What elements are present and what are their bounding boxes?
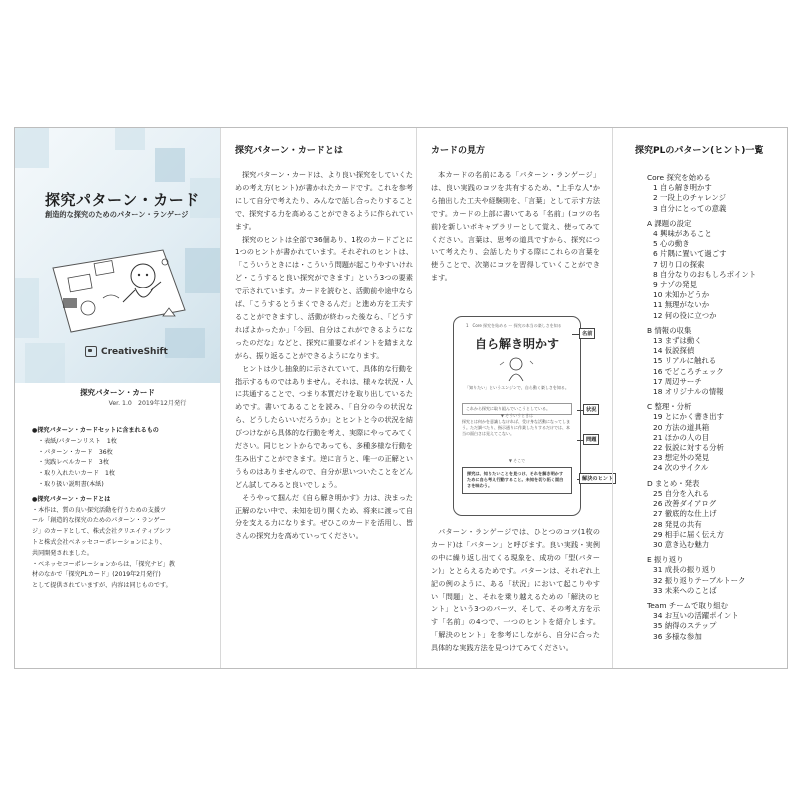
about-line: トと株式会社ベネッセコーポレーションにより、 xyxy=(32,538,166,546)
set-item: ・表紙/パターンリスト 1枚 xyxy=(38,437,117,445)
publication-version: Ver. 1.0 2019年12月発行 xyxy=(108,400,187,407)
pattern-item: 24 次のサイクル xyxy=(653,463,709,473)
brand-logo xyxy=(85,346,168,357)
pattern-item: 10 未知かどうか xyxy=(653,290,710,300)
cover-panel xyxy=(15,128,220,383)
about-paragraph: 探究パターン・カードは、より良い探究をしていくための考え方(ヒント)が書かれたカードです。これを参考にして自分で考えたり、みんなで話し合ったりすることで、探究する力を高めることができるように作られています。 xyxy=(235,170,413,231)
pattern-item: 22 仮説に対する分析 xyxy=(653,443,724,453)
set-item: ・実践レベルカード 3枚 xyxy=(38,459,109,467)
pattern-item: 19 とにかく書き出す xyxy=(653,412,724,422)
pattern-item: 8 自分なりのおもしろポイント xyxy=(653,269,757,279)
label-problem: 問題 xyxy=(583,434,599,445)
about-line: 材のなかで「探究PLカード」(2019年2月発行) xyxy=(32,571,161,579)
how-to-read-column xyxy=(416,128,613,668)
pattern-item: 30 意き込む魅力 xyxy=(653,539,710,549)
pattern-item: 26 改善ダイアログ xyxy=(653,499,717,509)
pattern-item: 35 納得のステップ xyxy=(653,621,717,631)
pattern-item: 18 オリジナルの情報 xyxy=(653,387,724,397)
group-heading: A 課題の設定 xyxy=(647,218,692,228)
about-line: として提供されていますが、内容は同じものです。 xyxy=(32,582,172,590)
pattern-item: 2 一段上のチャレンジ xyxy=(653,193,726,203)
about-paragraph: そうやって掴んだ《自ら解き明かす》力は、決まった正解のない中で、未知を切り開くため、将来に渡って自分を支える力になります。ぜひこのカードを活用し、皆さんの探究力を高めていってください。 xyxy=(235,492,413,541)
about-paragraph: 探究のヒントは全部で36個あり、1枚のカードごとに1つのヒントが書かれています。それぞれのヒントは、「こういうときには・こういう問題が起こりやすいけれど・こうすると良い探究ができます」という3つの要素で示されています。カードを読むと、活動前や途中ならば、「こうするとうまくできるんだ」と進め方を工夫することができますし、活動が終わった後なら、「どうすればよかったか」「今回、自分はこれができるようになったのだな」などと、探究に重要なポイントを踏まえながら、振り返ることができるようになります。 xyxy=(235,234,413,360)
section-heading-about: 探究パターン・カードとは xyxy=(235,146,343,156)
cover-illustration xyxy=(43,228,193,338)
card-top-text: 1 Core 探究を始める ー 探究の本当の楽しさを知る xyxy=(466,323,562,328)
pattern-item: 14 仮説探偵 xyxy=(653,346,695,356)
set-item: ・取り入れたいカード 1枚 xyxy=(38,470,116,478)
label-situation: 状況 xyxy=(583,404,599,415)
brand-icon xyxy=(85,346,97,357)
about-cards-column xyxy=(220,128,417,668)
about-line: ール「創造的な探究のためのパターン・ランゲー xyxy=(32,517,166,525)
pattern-item: 15 リアルに触れる xyxy=(653,356,717,366)
set-contents-heading: ●探究パターン・カードセットに含まれるもの xyxy=(32,427,159,434)
group-heading: C 整理・分析 xyxy=(647,402,692,412)
about-line: ・ベネッセコーポレーションからは、「探究ナビ」教 xyxy=(32,560,175,568)
pattern-item: 27 徹底的な仕上げ xyxy=(653,509,717,519)
pattern-item: 4 興味があること xyxy=(653,229,712,239)
pattern-item: 33 未来へのことば xyxy=(653,585,717,595)
pattern-list xyxy=(647,173,787,642)
about-body xyxy=(235,169,413,543)
card-arrow: ▼ そういうときは xyxy=(500,413,534,418)
set-item: ・パターン・カード 36枚 xyxy=(38,448,113,456)
pattern-item: 31 成長の振り返り xyxy=(653,565,717,575)
card-illustration xyxy=(494,355,538,383)
about-paragraph: ヒントは少し抽象的に示されていて、具体的な行動を指示するものではありません。それは、様々な状況・人に共通することで、つまり本質だけを取り出しているためです。書いてあることを読み、「自分の今の状況なら、どうしたらいいだろうか」とヒントと今の状況を結びつけながら具体的な行動を考え、実際にやってみてください。同じヒントからであっても、多種多様な行動を生み出すことができます。逆に言うと、唯一の正解というものはありませんので、自分が思いついたことをどんどん試してみると良いでしょう。 xyxy=(235,363,413,489)
cover-subtitle: 創造的な探究のためのパターン・ランゲージ xyxy=(45,210,189,219)
card-solution: 探究は、知りたいことを見つけ、それを解き明かすために自ら考え行動すること。未知を切り拓く面白さを味わう。 xyxy=(462,467,572,494)
section-heading-pattern-list: 探究PLのパターン(ヒント)一覧 xyxy=(635,146,764,156)
pattern-item: 13 まずは動く xyxy=(653,336,702,346)
cover-title: 探究パターン・カード xyxy=(45,191,200,209)
pattern-item: 17 周辺サーチ xyxy=(653,376,702,386)
pattern-list-column xyxy=(612,128,788,668)
pattern-item: 25 自分を入れる xyxy=(653,488,710,498)
pattern-item: 16 でどころチェック xyxy=(653,366,724,376)
pattern-item: 28 発見の共有 xyxy=(653,519,702,529)
how-to-read-outro xyxy=(431,526,600,655)
card-caption: 「知りたい」というエンジンで、自ら動く楽しさを知る。 xyxy=(465,385,569,390)
cover-column xyxy=(15,128,220,668)
pattern-item: 20 方法の道具箱 xyxy=(653,422,710,432)
brand-name: CreativeShift xyxy=(101,346,168,357)
about-heading: ●探究パターン・カードとは xyxy=(32,495,111,503)
pattern-item: 34 お互いの活躍ポイント xyxy=(653,611,739,621)
brochure-sheet xyxy=(14,127,788,669)
card-name: 自ら解き明かす xyxy=(474,337,559,351)
label-solution: 解決のヒント xyxy=(579,473,616,484)
group-heading: D まとめ・発表 xyxy=(647,478,700,488)
pattern-item: 7 切り口の探索 xyxy=(653,259,705,269)
pattern-item: 3 自分にとっての意義 xyxy=(653,203,727,213)
pattern-item: 6 片隅に置いて過ごす xyxy=(653,249,727,259)
sample-card xyxy=(453,316,581,516)
set-item: ・取り扱い説明書(本紙) xyxy=(38,480,104,488)
group-heading: E 振り返り xyxy=(647,555,684,565)
pattern-item: 23 想定外の発見 xyxy=(653,453,710,463)
pattern-item: 5 心の動き xyxy=(653,239,690,249)
how-to-read-intro xyxy=(431,169,600,285)
about-line: 共同開発されました。 xyxy=(32,549,93,557)
card-arrow: ▼ そこで xyxy=(508,458,526,463)
notes-block xyxy=(32,426,214,592)
pattern-item: 12 何の役に立つか xyxy=(653,310,717,320)
about-line: ・本作は、質の良い探究活動を行うための支援ツ xyxy=(32,506,167,514)
pattern-item: 21 ほかの人の目 xyxy=(653,432,710,442)
pattern-item: 9 ナゾの発見 xyxy=(653,280,697,290)
intro-paragraph: 本カードの名前にある「パターン・ランゲージ」は、良い実践のコツを共有するため、"上手な人"から抽出した工夫や経験則を、「言葉」として示す方法です。カードの上部に書いてある「名前」(コツの名前)を新しいボキャブラリーとして覚え、使ってみてください。言葉は、思考の道具ですから、探究について考えたり、会話したりする際にこれらの言葉を使うことで、次第にコツを習得していくことができます。 xyxy=(431,170,600,283)
publication-name: 探究パターン・カード xyxy=(80,388,155,397)
group-heading: Core 探究を始める xyxy=(647,173,711,182)
card-problem: 探究とは何かを意識しなければ、受け身な活動になってしまう。ただ調べたり、指示通りに作業したりするだけでは、本当の面白さは見えてこない。 xyxy=(462,419,570,436)
pattern-item: 1 自ら解き明かす xyxy=(653,183,712,193)
group-heading: B 情報の収集 xyxy=(647,325,692,335)
pattern-item: 36 多様な参加 xyxy=(653,631,702,641)
pattern-item: 29 相手に届く伝え方 xyxy=(653,529,724,539)
section-heading-how-to-read: カードの見方 xyxy=(431,146,486,156)
about-line: ジ」のカードとして、株式会社クリエイティブシフ xyxy=(32,528,172,536)
publication-info xyxy=(15,386,220,409)
label-name: 名前 xyxy=(579,328,595,339)
card-situation: これから探究に取り組んでいこうとしている。 xyxy=(462,403,572,415)
group-heading: Team チームで取り組む xyxy=(647,600,729,610)
pattern-item: 11 無理がないか xyxy=(653,300,710,310)
outro-paragraph: パターン・ランゲージでは、ひとつのコツ(1枚のカード)は「パターン」と呼びます。良い実践・実例の中に繰り返し出てくる現象を、成功の「型(パターン)」ととらえるためです。パターンは、それぞれ上記の例のように、ある「状況」において起こりやすい「問題」と、それを乗り越えるための「解決のヒント」という3つのパーツ、そして、その考え方を示す「名前」の4つで、一つのヒントを紹介します。「解決のヒント」を参考にしながら、自分に合った具体的な実践方法を見つけてみてください。 xyxy=(431,527,600,653)
pattern-item: 32 振り返りテーブルトーク xyxy=(653,575,746,585)
